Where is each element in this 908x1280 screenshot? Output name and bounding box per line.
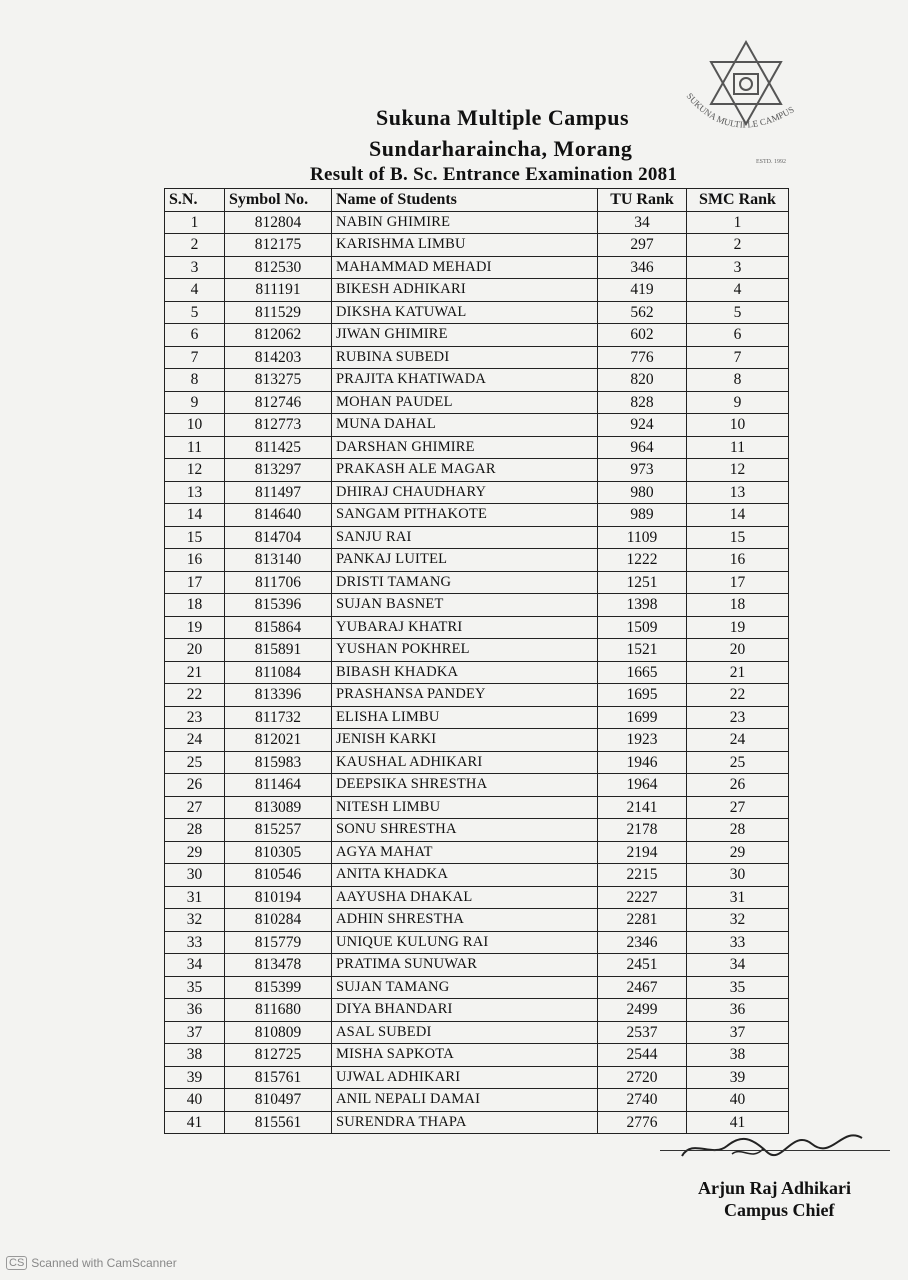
cell-sn: 14 <box>165 504 225 527</box>
table-row <box>165 571 789 594</box>
table-row <box>165 369 789 392</box>
cell-student-name: DHIRAJ CHAUDHARY <box>332 481 598 504</box>
cell-student-name: BIBASH KHADKA <box>332 661 598 684</box>
cell-student-name: SONU SHRESTHA <box>332 819 598 842</box>
cell-symbol-no: 815561 <box>225 1111 332 1134</box>
cell-tu-rank: 1699 <box>598 706 687 729</box>
cell-smc-rank: 36 <box>687 999 789 1022</box>
cell-sn: 13 <box>165 481 225 504</box>
cell-sn: 40 <box>165 1089 225 1112</box>
cell-student-name: ADHIN SHRESTHA <box>332 909 598 932</box>
table-row <box>165 414 789 437</box>
result-title: Result of B. Sc. Entrance Examination 2081 <box>310 164 678 185</box>
cell-symbol-no: 815864 <box>225 616 332 639</box>
cell-tu-rank: 964 <box>598 436 687 459</box>
cell-sn: 30 <box>165 864 225 887</box>
table-row <box>165 684 789 707</box>
cell-sn: 23 <box>165 706 225 729</box>
cell-symbol-no: 811732 <box>225 706 332 729</box>
cell-tu-rank: 2141 <box>598 796 687 819</box>
signature-icon <box>672 1118 872 1168</box>
cell-smc-rank: 24 <box>687 729 789 752</box>
cell-sn: 9 <box>165 391 225 414</box>
cell-student-name: MISHA SAPKOTA <box>332 1044 598 1067</box>
cell-symbol-no: 815761 <box>225 1066 332 1089</box>
camscanner-icon: CS <box>6 1256 27 1270</box>
table-row <box>165 211 789 234</box>
table-row <box>165 976 789 999</box>
cell-sn: 3 <box>165 256 225 279</box>
cell-student-name: NABIN GHIMIRE <box>332 211 598 234</box>
table-row <box>165 459 789 482</box>
cell-student-name: PRATIMA SUNUWAR <box>332 954 598 977</box>
cell-student-name: SANGAM PITHAKOTE <box>332 504 598 527</box>
header-tu-rank: TU Rank <box>598 189 687 212</box>
cell-smc-rank: 14 <box>687 504 789 527</box>
cell-sn: 29 <box>165 841 225 864</box>
cell-symbol-no: 810284 <box>225 909 332 932</box>
cell-student-name: ASAL SUBEDI <box>332 1021 598 1044</box>
cell-sn: 16 <box>165 549 225 572</box>
cell-tu-rank: 1665 <box>598 661 687 684</box>
cell-tu-rank: 776 <box>598 346 687 369</box>
signatory-title: Campus Chief <box>724 1200 835 1220</box>
cell-symbol-no: 811464 <box>225 774 332 797</box>
header-student-name: Name of Students <box>332 189 598 212</box>
cell-smc-rank: 1 <box>687 211 789 234</box>
table-row <box>165 504 789 527</box>
cell-tu-rank: 1251 <box>598 571 687 594</box>
cell-smc-rank: 10 <box>687 414 789 437</box>
cell-symbol-no: 811680 <box>225 999 332 1022</box>
table-row <box>165 706 789 729</box>
cell-tu-rank: 1109 <box>598 526 687 549</box>
table-row <box>165 909 789 932</box>
cell-student-name: UNIQUE KULUNG RAI <box>332 931 598 954</box>
cell-symbol-no: 811497 <box>225 481 332 504</box>
cell-tu-rank: 2227 <box>598 886 687 909</box>
cell-symbol-no: 811706 <box>225 571 332 594</box>
cell-student-name: DEEPSIKA SHRESTHA <box>332 774 598 797</box>
cell-symbol-no: 814640 <box>225 504 332 527</box>
cell-student-name: MUNA DAHAL <box>332 414 598 437</box>
cell-tu-rank: 602 <box>598 324 687 347</box>
campus-seal-icon <box>676 38 826 173</box>
cell-student-name: ANIL NEPALI DAMAI <box>332 1089 598 1112</box>
table-row <box>165 346 789 369</box>
cell-smc-rank: 27 <box>687 796 789 819</box>
cell-tu-rank: 1509 <box>598 616 687 639</box>
cell-symbol-no: 815983 <box>225 751 332 774</box>
cell-tu-rank: 297 <box>598 234 687 257</box>
cell-student-name: PRAKASH ALE MAGAR <box>332 459 598 482</box>
cell-student-name: KARISHMA LIMBU <box>332 234 598 257</box>
cell-smc-rank: 28 <box>687 819 789 842</box>
cell-symbol-no: 812725 <box>225 1044 332 1067</box>
cell-student-name: JIWAN GHIMIRE <box>332 324 598 347</box>
table-row <box>165 1089 789 1112</box>
cell-smc-rank: 25 <box>687 751 789 774</box>
table-row <box>165 549 789 572</box>
cell-sn: 18 <box>165 594 225 617</box>
cell-smc-rank: 13 <box>687 481 789 504</box>
table-row <box>165 954 789 977</box>
table-row <box>165 661 789 684</box>
cell-tu-rank: 2720 <box>598 1066 687 1089</box>
cell-tu-rank: 2194 <box>598 841 687 864</box>
cell-sn: 22 <box>165 684 225 707</box>
cell-sn: 24 <box>165 729 225 752</box>
cell-student-name: KAUSHAL ADHIKARI <box>332 751 598 774</box>
cell-smc-rank: 22 <box>687 684 789 707</box>
cell-smc-rank: 5 <box>687 301 789 324</box>
svg-text:ESTD. 1992: ESTD. 1992 <box>756 159 786 165</box>
cell-sn: 17 <box>165 571 225 594</box>
table-row <box>165 886 789 909</box>
cell-symbol-no: 815396 <box>225 594 332 617</box>
cell-smc-rank: 15 <box>687 526 789 549</box>
college-name: Sukuna Multiple Campus <box>376 105 630 130</box>
cell-student-name: NITESH LIMBU <box>332 796 598 819</box>
cell-tu-rank: 980 <box>598 481 687 504</box>
svg-text:SUKUNA MULTIPLE CAMPUS: SUKUNA MULTIPLE CAMPUS <box>684 90 796 130</box>
cell-smc-rank: 17 <box>687 571 789 594</box>
cell-student-name: DRISTI TAMANG <box>332 571 598 594</box>
cell-smc-rank: 26 <box>687 774 789 797</box>
table-row <box>165 481 789 504</box>
cell-smc-rank: 39 <box>687 1066 789 1089</box>
cell-sn: 26 <box>165 774 225 797</box>
cell-tu-rank: 1695 <box>598 684 687 707</box>
cell-sn: 15 <box>165 526 225 549</box>
cell-symbol-no: 812746 <box>225 391 332 414</box>
cell-student-name: DARSHAN GHIMIRE <box>332 436 598 459</box>
cell-tu-rank: 2215 <box>598 864 687 887</box>
cell-symbol-no: 815891 <box>225 639 332 662</box>
table-row <box>165 639 789 662</box>
table-row <box>165 279 789 302</box>
table-row <box>165 391 789 414</box>
cell-symbol-no: 812175 <box>225 234 332 257</box>
cell-symbol-no: 813275 <box>225 369 332 392</box>
cell-sn: 27 <box>165 796 225 819</box>
cell-sn: 20 <box>165 639 225 662</box>
cell-student-name: MOHAN PAUDEL <box>332 391 598 414</box>
cell-smc-rank: 41 <box>687 1111 789 1134</box>
cell-tu-rank: 1521 <box>598 639 687 662</box>
table-row <box>165 1021 789 1044</box>
cell-smc-rank: 7 <box>687 346 789 369</box>
cell-symbol-no: 811529 <box>225 301 332 324</box>
scanner-watermark <box>6 1256 177 1270</box>
cell-sn: 33 <box>165 931 225 954</box>
cell-smc-rank: 18 <box>687 594 789 617</box>
cell-student-name: JENISH KARKI <box>332 729 598 752</box>
cell-student-name: ANITA KHADKA <box>332 864 598 887</box>
cell-symbol-no: 810194 <box>225 886 332 909</box>
cell-smc-rank: 33 <box>687 931 789 954</box>
table-row <box>165 841 789 864</box>
table-row <box>165 774 789 797</box>
cell-symbol-no: 811425 <box>225 436 332 459</box>
table-row <box>165 729 789 752</box>
cell-student-name: PRAJITA KHATIWADA <box>332 369 598 392</box>
cell-tu-rank: 2544 <box>598 1044 687 1067</box>
cell-symbol-no: 813140 <box>225 549 332 572</box>
cell-tu-rank: 2499 <box>598 999 687 1022</box>
cell-sn: 37 <box>165 1021 225 1044</box>
table-row <box>165 751 789 774</box>
cell-symbol-no: 813396 <box>225 684 332 707</box>
cell-smc-rank: 31 <box>687 886 789 909</box>
cell-smc-rank: 32 <box>687 909 789 932</box>
table-header-row <box>165 189 789 212</box>
cell-symbol-no: 815399 <box>225 976 332 999</box>
cell-student-name: PANKAJ LUITEL <box>332 549 598 572</box>
cell-smc-rank: 3 <box>687 256 789 279</box>
cell-sn: 8 <box>165 369 225 392</box>
cell-symbol-no: 812804 <box>225 211 332 234</box>
cell-student-name: MAHAMMAD MEHADI <box>332 256 598 279</box>
cell-sn: 19 <box>165 616 225 639</box>
cell-smc-rank: 35 <box>687 976 789 999</box>
cell-smc-rank: 9 <box>687 391 789 414</box>
header-sn: S.N. <box>165 189 225 212</box>
cell-sn: 34 <box>165 954 225 977</box>
cell-sn: 35 <box>165 976 225 999</box>
cell-smc-rank: 12 <box>687 459 789 482</box>
cell-sn: 2 <box>165 234 225 257</box>
cell-sn: 36 <box>165 999 225 1022</box>
cell-tu-rank: 989 <box>598 504 687 527</box>
cell-smc-rank: 16 <box>687 549 789 572</box>
cell-student-name: ELISHA LIMBU <box>332 706 598 729</box>
cell-tu-rank: 828 <box>598 391 687 414</box>
cell-student-name: DIKSHA KATUWAL <box>332 301 598 324</box>
cell-symbol-no: 814704 <box>225 526 332 549</box>
header-smc-rank: SMC Rank <box>687 189 789 212</box>
cell-smc-rank: 4 <box>687 279 789 302</box>
cell-student-name: SURENDRA THAPA <box>332 1111 598 1134</box>
cell-symbol-no: 810305 <box>225 841 332 864</box>
cell-tu-rank: 34 <box>598 211 687 234</box>
cell-tu-rank: 346 <box>598 256 687 279</box>
cell-symbol-no: 815779 <box>225 931 332 954</box>
cell-sn: 6 <box>165 324 225 347</box>
cell-sn: 38 <box>165 1044 225 1067</box>
cell-tu-rank: 2740 <box>598 1089 687 1112</box>
table-row <box>165 616 789 639</box>
cell-symbol-no: 814203 <box>225 346 332 369</box>
cell-sn: 25 <box>165 751 225 774</box>
table-row <box>165 324 789 347</box>
cell-tu-rank: 562 <box>598 301 687 324</box>
result-table <box>164 188 789 1134</box>
cell-symbol-no: 811191 <box>225 279 332 302</box>
table-row <box>165 526 789 549</box>
cell-tu-rank: 1946 <box>598 751 687 774</box>
cell-tu-rank: 1398 <box>598 594 687 617</box>
cell-sn: 1 <box>165 211 225 234</box>
cell-symbol-no: 812021 <box>225 729 332 752</box>
cell-smc-rank: 11 <box>687 436 789 459</box>
cell-smc-rank: 40 <box>687 1089 789 1112</box>
cell-tu-rank: 973 <box>598 459 687 482</box>
table-row <box>165 819 789 842</box>
cell-smc-rank: 37 <box>687 1021 789 1044</box>
table-row <box>165 1044 789 1067</box>
cell-sn: 31 <box>165 886 225 909</box>
cell-smc-rank: 21 <box>687 661 789 684</box>
table-row <box>165 796 789 819</box>
cell-student-name: UJWAL ADHIKARI <box>332 1066 598 1089</box>
cell-smc-rank: 20 <box>687 639 789 662</box>
table-row <box>165 256 789 279</box>
table-row <box>165 301 789 324</box>
cell-student-name: AGYA MAHAT <box>332 841 598 864</box>
cell-tu-rank: 419 <box>598 279 687 302</box>
cell-symbol-no: 811084 <box>225 661 332 684</box>
cell-symbol-no: 813478 <box>225 954 332 977</box>
cell-symbol-no: 812062 <box>225 324 332 347</box>
cell-tu-rank: 2178 <box>598 819 687 842</box>
cell-tu-rank: 2451 <box>598 954 687 977</box>
cell-sn: 41 <box>165 1111 225 1134</box>
table-row <box>165 931 789 954</box>
cell-student-name: PRASHANSA PANDEY <box>332 684 598 707</box>
cell-smc-rank: 34 <box>687 954 789 977</box>
cell-student-name: SANJU RAI <box>332 526 598 549</box>
cell-sn: 5 <box>165 301 225 324</box>
cell-student-name: YUBARAJ KHATRI <box>332 616 598 639</box>
cell-tu-rank: 2467 <box>598 976 687 999</box>
cell-smc-rank: 23 <box>687 706 789 729</box>
cell-smc-rank: 6 <box>687 324 789 347</box>
cell-symbol-no: 812530 <box>225 256 332 279</box>
cell-symbol-no: 812773 <box>225 414 332 437</box>
cell-sn: 10 <box>165 414 225 437</box>
cell-tu-rank: 1964 <box>598 774 687 797</box>
cell-tu-rank: 2346 <box>598 931 687 954</box>
cell-tu-rank: 2537 <box>598 1021 687 1044</box>
cell-student-name: SUJAN BASNET <box>332 594 598 617</box>
cell-sn: 28 <box>165 819 225 842</box>
table-row <box>165 1066 789 1089</box>
cell-sn: 4 <box>165 279 225 302</box>
cell-symbol-no: 813297 <box>225 459 332 482</box>
cell-smc-rank: 29 <box>687 841 789 864</box>
college-location: Sundarharaincha, Morang <box>369 136 633 161</box>
table-row <box>165 436 789 459</box>
cell-sn: 39 <box>165 1066 225 1089</box>
cell-student-name: RUBINA SUBEDI <box>332 346 598 369</box>
cell-symbol-no: 813089 <box>225 796 332 819</box>
cell-sn: 7 <box>165 346 225 369</box>
cell-smc-rank: 38 <box>687 1044 789 1067</box>
cell-student-name: BIKESH ADHIKARI <box>332 279 598 302</box>
cell-symbol-no: 815257 <box>225 819 332 842</box>
cell-tu-rank: 820 <box>598 369 687 392</box>
cell-smc-rank: 2 <box>687 234 789 257</box>
scanner-text: Scanned with CamScanner <box>31 1256 177 1270</box>
cell-student-name: AAYUSHA DHAKAL <box>332 886 598 909</box>
cell-tu-rank: 924 <box>598 414 687 437</box>
cell-tu-rank: 1222 <box>598 549 687 572</box>
cell-student-name: SUJAN TAMANG <box>332 976 598 999</box>
signatory-name: Arjun Raj Adhikari <box>698 1178 852 1198</box>
cell-symbol-no: 810497 <box>225 1089 332 1112</box>
table-row <box>165 594 789 617</box>
header-symbol-no: Symbol No. <box>225 189 332 212</box>
cell-sn: 21 <box>165 661 225 684</box>
cell-tu-rank: 2776 <box>598 1111 687 1134</box>
table-row <box>165 234 789 257</box>
cell-student-name: YUSHAN POKHREL <box>332 639 598 662</box>
cell-smc-rank: 19 <box>687 616 789 639</box>
cell-symbol-no: 810546 <box>225 864 332 887</box>
cell-tu-rank: 1923 <box>598 729 687 752</box>
cell-smc-rank: 8 <box>687 369 789 392</box>
cell-smc-rank: 30 <box>687 864 789 887</box>
cell-sn: 32 <box>165 909 225 932</box>
cell-sn: 11 <box>165 436 225 459</box>
table-row <box>165 999 789 1022</box>
cell-student-name: DIYA BHANDARI <box>332 999 598 1022</box>
table-row <box>165 864 789 887</box>
cell-sn: 12 <box>165 459 225 482</box>
cell-tu-rank: 2281 <box>598 909 687 932</box>
signature-line <box>660 1150 890 1151</box>
cell-symbol-no: 810809 <box>225 1021 332 1044</box>
